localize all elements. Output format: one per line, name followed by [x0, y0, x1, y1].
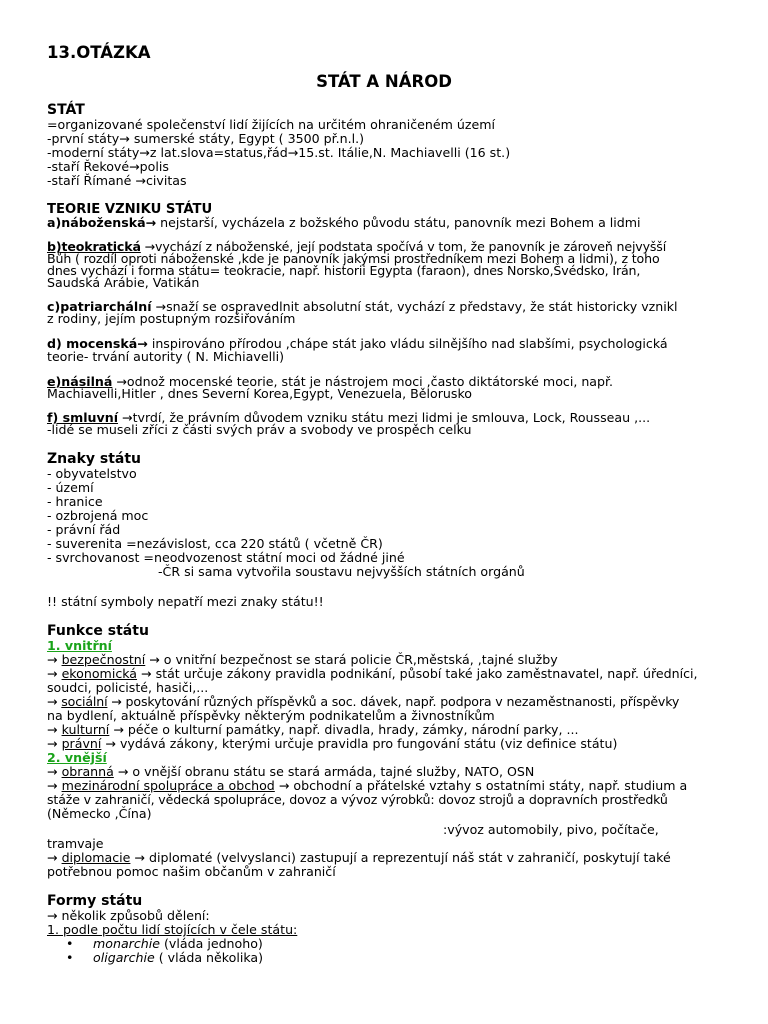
text-line: soudci, policisté, hasiči,...: [47, 680, 209, 695]
function-text: → o vnější obranu státu se stará armáda, tajné služby, NATO, OSN: [113, 764, 535, 779]
vnejsi-label: 2. vnější: [47, 750, 107, 765]
note-line: !! státní symboly nepatří mezi znaky státu!!: [47, 594, 324, 609]
function-kulturni: [47, 723, 728, 737]
text-line: -staří Řekové→polis: [47, 159, 169, 174]
function-text: → vydává zákony, kterými určuje pravidla pro fungování státu (viz definice státu): [101, 736, 618, 751]
function-label: diplomacie: [61, 850, 131, 865]
arrow-icon: →: [47, 778, 62, 793]
text-line: stáže v zahraničí, vědecká spolupráce, dovoz a vývoz výrobků: dovoz strojů a dopravních prostředků: [47, 792, 668, 807]
function-bezpecnostni: [47, 653, 728, 667]
text-line: dnes vychází i forma státu= teokracie, např. historii Egypta (faraon), dnes Norsko,Švédsko, Irán,: [47, 263, 641, 278]
text-line: -moderní státy→z lat.slova=status,řád→15.st. Itálie,N. Machiavelli (16 st.): [47, 145, 511, 160]
function-obranna: [47, 765, 728, 779]
arrow-icon: →: [47, 764, 62, 779]
text-line: na bydlení, aktuálně příspěvky některým podnikatelům a živnostníkům: [47, 708, 495, 723]
section-heading-formy: Formy státu: [47, 893, 143, 909]
theory-f-text: →tvrdí, že právním důvodem vzniku státu mezi lidmi je smlouva, Lock, Rousseau ,...: [118, 410, 651, 425]
function-text: → o vnitřní bezpečnost se stará policie ČR,městská, ,tajné služby: [145, 652, 558, 667]
text-line: tramvaje: [47, 836, 104, 851]
list-item: - obyvatelstvo: [47, 466, 137, 481]
function-text: → obchodní a přátelské vztahy s ostatními státy, např. studium a: [274, 778, 688, 793]
theory-d-label: d) mocenská→: [47, 336, 148, 351]
list-item: - právní řád: [47, 522, 121, 537]
function-text: → diplomaté (velvyslanci) zastupují a reprezentují náš stát v zahraničí, poskytují také: [130, 850, 671, 865]
function-label: ekonomická: [61, 666, 138, 681]
function-text: → stát určuje zákony pravidla podnikání, působí také jako zaměstnavatel, např. úředníci,: [137, 666, 698, 681]
bullet-icon: •: [66, 950, 74, 965]
text-line: -lidé se museli zříci z části svých práv a svobody ve prospěch celku: [47, 422, 472, 437]
list-item: - svrchovanost =neodvozenost státní moci od žádné jiné: [47, 550, 405, 565]
function-socialni: [47, 695, 728, 709]
function-mezinarodni: [47, 779, 728, 793]
list-item: - ozbrojená moc: [47, 508, 149, 523]
function-text: → poskytování různých příspěvků a soc. dávek, např. podpora v nezaměstnanosti, příspěvky: [107, 694, 680, 709]
text-line: Machiavelli,Hitler , dnes Severní Korea,Egypt, Venezuela, Bělorusko: [47, 386, 473, 401]
arrow-icon: →: [47, 666, 62, 681]
theory-c-label: c)patriarchální: [47, 299, 152, 314]
text-line: (Německo ,Čína): [47, 806, 152, 821]
arrow-icon: →: [47, 736, 62, 751]
text-line: -staří Římané →civitas: [47, 173, 187, 188]
text-line: =organizované společenství lidí žijících na určitém ohraničeném území: [47, 117, 495, 132]
form-term: oligarchie: [93, 950, 155, 965]
theory-a: [47, 216, 728, 230]
list-item: [93, 937, 728, 951]
section-heading-stat: STÁT: [47, 102, 85, 118]
form-description: (vláda jednoho): [160, 936, 263, 951]
theory-f-label: f) smluvní: [47, 410, 119, 425]
section-heading-funkce: Funkce státu: [47, 623, 149, 639]
theory-b-text: →vychází z náboženské, její podstata spočívá v tom, že panovník je zároveň nejvyšší: [140, 239, 667, 254]
theory-c-text: →snaží se ospravedlnit absolutní stát, vychází z představy, že stát historicky vznikl: [151, 299, 678, 314]
subheading-vnitrni: [47, 639, 728, 653]
list-item: - suverenita =nezávislost, cca 220 států ( včetně ČR): [47, 536, 383, 551]
text-line: z rodiny, jejím postupným rozšiřováním: [47, 311, 296, 326]
arrow-icon: →: [47, 722, 62, 737]
theory-e-text: →odnož mocenské teorie, stát je nástrojem moci ,často diktátorské moci, např.: [112, 374, 614, 389]
function-label: mezinárodní spolupráce a obchod: [61, 778, 275, 793]
section-heading-znaky: Znaky státu: [47, 451, 142, 467]
form-description: ( vláda několika): [154, 950, 264, 965]
text-line: Bůh ( rozdíl oproti náboženské ,kde je panovník jakýmsi prostředníkem mezi Bohem a lidmi), z toho: [47, 251, 660, 266]
theory-e-label: e)násilná: [47, 374, 113, 389]
text-line: 1. podle počtu lidí stojících v čele státu:: [47, 922, 298, 937]
text-line: potřebnou pomoc našim občanům v zahraničí: [47, 864, 336, 879]
arrow-icon: →: [47, 694, 62, 709]
theory-b-label: b)teokratická: [47, 239, 141, 254]
function-label: právní: [61, 736, 102, 751]
text-line: → několik způsobů dělení:: [47, 908, 210, 923]
bullet-icon: •: [66, 936, 74, 951]
text-line: -první státy→ sumerské státy, Egypt ( 3500 př.n.l.): [47, 131, 365, 146]
function-text: → péče o kulturní památky, např. divadla, hrady, zámky, národní parky, ...: [109, 722, 579, 737]
list-item: [93, 951, 728, 965]
vnitrni-label: 1. vnitřní: [47, 638, 112, 653]
list-item: - hranice: [47, 494, 103, 509]
question-number: 13.OTÁZKA: [47, 43, 151, 62]
text-line: Saudská Arábie, Vatikán: [47, 275, 200, 290]
subheading-vnejsi: [47, 751, 728, 765]
function-pravni: [47, 737, 728, 751]
text-line: teorie- trvání autority ( N. Michiavelli): [47, 349, 284, 364]
list-item: - území: [47, 480, 94, 495]
indented-line: :vývoz automobily, pivo, počítače,: [443, 822, 659, 837]
function-label: obranná: [61, 764, 114, 779]
function-label: sociální: [61, 694, 108, 709]
function-label: kulturní: [61, 722, 110, 737]
function-diplomacie: [47, 851, 728, 865]
theory-d-text: inspirováno přírodou ,chápe stát jako vládu silnějšího nad slabšími, psychologická: [147, 336, 668, 351]
theory-a-text: nejstarší, vycházela z božského původu státu, panovník mezi Bohem a lidmi: [156, 215, 641, 230]
form-term: monarchie: [93, 936, 161, 951]
theory-a-label: a)náboženská→: [47, 215, 157, 230]
document-title: STÁT A NÁROD: [316, 72, 452, 91]
indented-line: -ČR si sama vytvořila soustavu nejvyšších státních orgánů: [158, 564, 525, 579]
arrow-icon: →: [47, 850, 62, 865]
arrow-icon: →: [47, 652, 62, 667]
function-label: bezpečnostní: [61, 652, 146, 667]
section-heading-teorie: TEORIE VZNIKU STÁTU: [47, 202, 213, 217]
function-ekonomicka: [47, 667, 728, 681]
